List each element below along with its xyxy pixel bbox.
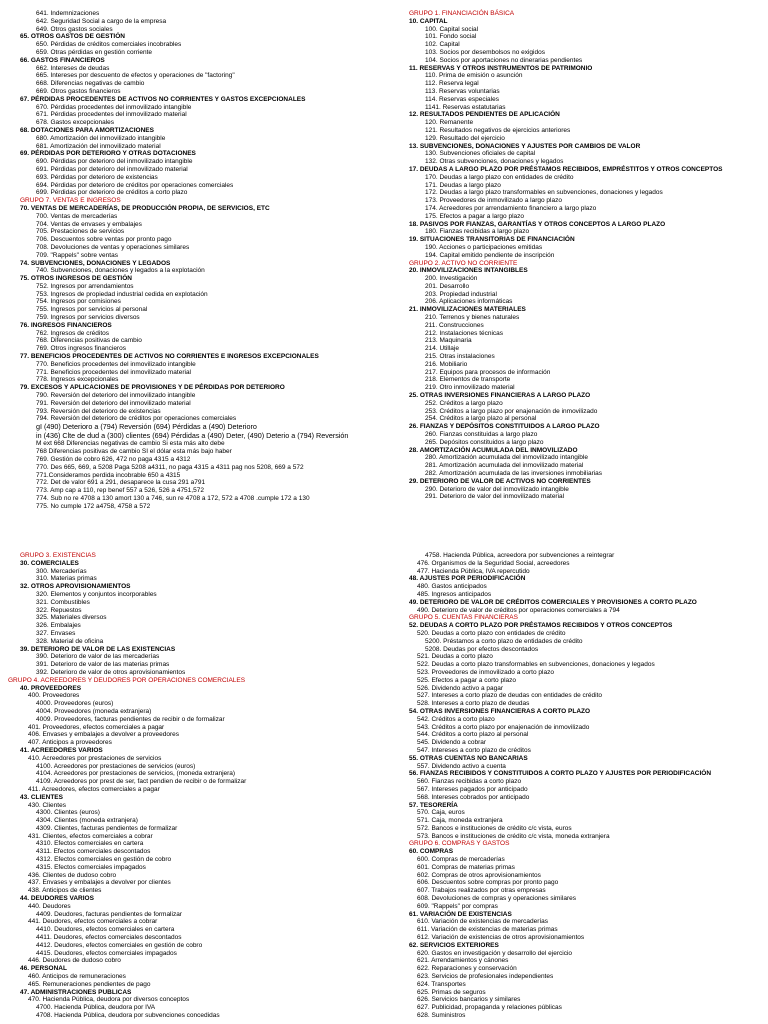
account-line: 665. Intereses por descuento de efectos y operaciones de "factoring" [36, 72, 235, 80]
account-line: 100. Capital social [425, 25, 479, 33]
account-line: 650. Pérdidas de créditos comerciales incobrables [36, 41, 182, 49]
account-line: 770. Des 665, 669, a 5208 Paga 5208 a4311, no paga 4315 a 4311 pag nos 5208, 669 a 572 [36, 463, 304, 471]
account-heading: 44. DEUDORES VARIOS [20, 895, 94, 903]
account-line: 699. Pérdidas por deterioro de créditos a corto plazo [36, 189, 188, 197]
account-line: 573. Bancos e instituciones de crédito c/c vista, moneda extranjera [417, 832, 610, 840]
account-line: 190. Acciones o participaciones emitidas [425, 243, 543, 251]
account-line: 602. Compras de otros aprovisionamientos [417, 871, 541, 879]
account-line: 768. Diferencias positivas de cambio [36, 337, 142, 345]
account-line: 327. Envases [36, 629, 76, 637]
account-line: 326. Embalajes [36, 622, 81, 630]
account-line: 693. Pérdidas por deterioro de existencias [36, 173, 158, 181]
account-heading: 61. VARIACIÓN DE EXISTENCIAS [409, 910, 512, 918]
account-line: 690. Pérdidas por deterioro del inmovilizado intangible [36, 158, 193, 166]
account-line: 480. Gastos anticipados [417, 583, 487, 591]
account-line: 778. Ingresos excepcionales [36, 376, 119, 384]
account-line: 753. Ingresos de propiedad industrial cedida en explotación [36, 290, 208, 298]
group-heading: GRUPO 5. CUENTAS FINANCIERAS [409, 614, 518, 622]
account-heading: 30. COMERCIALES [20, 559, 79, 567]
account-line: 175. Efectos a pagar a largo plazo [425, 212, 525, 220]
account-line: 624. Transportes [417, 980, 466, 988]
account-line: 391. Deterioro de valor de las materias primas [36, 661, 170, 669]
account-line: 704. Ventas de envases y embalajes [36, 220, 142, 228]
account-line: 740. Subvenciones, donaciones y legados a la explotación [36, 267, 205, 275]
account-line: 521. Deudas a corto plazo [417, 653, 493, 661]
account-line: 628. Suministros [417, 1012, 466, 1020]
account-line: 4700. Hacienda Pública, deudora por IVA [36, 1004, 156, 1012]
account-line: 173. Proveedores de inmovilizado a largo plazo [425, 197, 562, 205]
account-line: 4312. Efectos comerciales en gestión de cobro [36, 856, 172, 864]
account-line: 542. Créditos a corto plazo [417, 715, 495, 723]
account-line: 102. Capital [425, 41, 460, 49]
account-heading: 52. DEUDAS A CORTO PLAZO POR PRÉSTAMOS RECIBIDOS Y OTROS CONCEPTOS [409, 622, 673, 630]
account-line: 320. Elementos y conjuntos incorporables [36, 590, 157, 598]
account-line: 794. Reversión del deterioro de créditos por operaciones comerciales [36, 415, 237, 423]
account-line: 460. Anticipos de remuneraciones [28, 973, 126, 981]
account-line: 4415. Deudores, efectos comerciales impagados [36, 949, 177, 957]
account-line: 4109. Acreedores por prest de ser, fact pendien de recibir o de formalizar [36, 778, 247, 786]
account-line: 520. Deudas a corto plazo con entidades de crédito [417, 629, 566, 637]
account-line: 791. Reversión del deterioro del inmovilizado material [36, 399, 191, 407]
account-line: 215. Otras instalaciones [425, 353, 495, 361]
account-line: 678. Gastos excepcionales [36, 119, 115, 127]
account-line: 572. Bancos e instituciones de crédito c/c vista, euros [417, 824, 572, 832]
account-heading: 79. EXCESOS Y APLICACIONES DE PROVISIONES Y DE PÉRDIDAS POR DETERIORO [20, 384, 285, 392]
account-line: 440. Deudores [28, 902, 71, 910]
account-line: 625. Primas de seguros [417, 988, 486, 996]
account-line: 662. Intereses de deudas [36, 64, 110, 72]
account-heading: 77. BENEFICIOS PROCEDENTES DE ACTIVOS NO CORRIENTES E INGRESOS EXCEPCIONALES [20, 353, 319, 361]
account-line: 4104. Acreedores por prestaciones de servicios, (moneda extranjera) [36, 770, 236, 778]
account-line: 626. Servicios bancarios y similares [417, 996, 521, 1004]
account-line: 4300. Clientes (euros) [36, 809, 100, 817]
account-line: 407. Anticipos a proveedores [28, 739, 112, 747]
account-line: 210. Terrenos y bienes naturales [425, 314, 520, 322]
account-line: 659. Otras pérdidas en gestión corriente [36, 48, 152, 56]
account-line: 4410. Deudores, efectos comerciales en cartera [36, 926, 175, 934]
account-heading: 56. FIANZAS RECIBIDOS Y CONSTITUIDOS A CORTO PLAZO Y AJUSTES POR PERIODIFICACIÓN [409, 770, 712, 778]
account-heading: 41. ACREEDORES VARIOS [20, 746, 103, 754]
account-heading: 48. AJUSTES POR PERIODIFICACIÓN [409, 575, 526, 583]
account-line: 206. Aplicaciones informáticas [425, 298, 513, 306]
account-line: 771. Beneficios procedentes del inmovilizado material [36, 368, 192, 376]
account-line: 431. Clientes, efectos comerciales a cobrar [28, 832, 153, 840]
account-line: 4100. Acreedores por prestaciones de servicios (euros) [36, 762, 196, 770]
account-line: 218. Elementos de transporte [425, 376, 511, 384]
account-heading: 57. TESORERÍA [409, 801, 458, 809]
account-heading: 46. PERSONAL [20, 965, 67, 973]
account-line: 438. Anticipos de clientes [28, 887, 102, 895]
account-line: gI (490) Deterioro a (794) Reversión (694) Pérdidas a (490) Deterioro [36, 422, 257, 432]
account-line: 217. Equipos para procesos de información [425, 368, 551, 376]
account-line: 623. Servicios de profesionales independientes [417, 973, 554, 981]
account-line: 547. Intereses a corto plazo de créditos [417, 746, 531, 754]
column-bottom-right [397, 552, 711, 1020]
account-heading: 76. INGRESOS FINANCIEROS [20, 321, 112, 329]
account-line: 411. Acreedores, efectos comerciales a pagar [28, 785, 160, 793]
account-line: 610. Variación de existencias de mercaderías [417, 918, 549, 926]
account-heading: 18. PASIVOS POR FIANZAS, GARANTÍAS Y OTROS CONCEPTOS A LARGO PLAZO [409, 220, 666, 228]
account-line: 101. Fondo social [425, 33, 477, 41]
account-line: 201. Desarrollo [425, 282, 470, 290]
account-line: 772. Det de valor 691 a 291, desaparece la cusa 291 a791 [36, 479, 206, 487]
account-line: 4304. Clientes (moneda extranjera) [36, 817, 138, 825]
account-line: 641. Indemnizaciones [36, 10, 100, 17]
account-line: 567. Intereses pagados por anticipado [417, 785, 528, 793]
account-line: 775. No cumple 172 a4758, 4758 a 572 [36, 502, 151, 510]
account-line: 132. Otras subvenciones, donaciones y legados [425, 158, 564, 166]
account-line: 544. Créditos a corto plazo al personal [417, 731, 529, 739]
account-line: 325. Materiales diversos [36, 614, 107, 622]
account-line: 668. Diferencias negativas de cambio [36, 80, 145, 88]
account-line: 606. Descuentos sobre compras por pronto pago [417, 879, 559, 887]
account-line: 557. Dividendo activo a cuenta [417, 762, 506, 770]
account-line: 410. Acreedores por prestaciones de servicios [28, 754, 162, 762]
account-line: 485. Ingresos anticipados [417, 590, 492, 598]
account-line: 759. Ingresos por servicios diversos [36, 314, 140, 322]
account-heading: 68. DOTACIONES PARA AMORTIZACIONES [20, 126, 154, 134]
account-line: 669. Otros gastos financieros [36, 87, 121, 95]
account-heading: 70. VENTAS DE MERCADERÍAS, DE PRODUCCIÓN PROPIA, DE SERVICIOS, ETC [20, 204, 270, 212]
account-line: 571. Caja, moneda extranjera [417, 817, 503, 825]
account-line: 4315. Efectos comerciales impagados [36, 863, 146, 871]
account-line: 310. Materias primas [36, 575, 97, 583]
account-line: 681. Amortización del inmovilizado material [36, 142, 161, 150]
account-line: 706. Descuentos sobre ventas por pronto pago [36, 236, 172, 244]
account-line: 406. Envases y embalajes a devolver a proveedores [28, 731, 180, 739]
account-heading: 29. DETERIORO DE VALOR DE ACTIVOS NO CORRIENTES [409, 477, 591, 485]
account-line: 670. Pérdidas procedentes del inmovilizado intangible [36, 103, 192, 111]
account-heading: 17. DEUDAS A LARGO PLAZO POR PRÉSTAMOS RECIBIDOS, EMPRÉSTITOS Y OTROS CONCEPTOS [409, 165, 723, 173]
account-line: 112. Reserva legal [425, 80, 479, 88]
account-line: 219. Otro inmovilizado material [425, 384, 515, 392]
account-line: 171. Deudas a largo plazo [425, 181, 501, 189]
account-line: 755. Ingresos por servicios al personal [36, 306, 148, 314]
account-line: 522. Deudas a corto plazo transformables en subvenciones, donaciones y legados [417, 661, 655, 669]
account-line: 110. Prima de emisión o asunción [425, 72, 523, 80]
account-line: 212. Instalaciones técnicas [425, 329, 504, 337]
account-line: 465. Remuneraciones pendientes de pago [28, 980, 151, 988]
account-line: 769. Otros ingresos financieros [36, 345, 126, 353]
group-heading: GRUPO 3. EXISTENCIAS [20, 552, 96, 559]
account-line: 172. Deudas a largo plazo transformables en subvenciones, donaciones y legados [425, 189, 663, 197]
account-heading: 13. SUBVENCIONES, DONACIONES Y AJUSTES POR CAMBIOS DE VALOR [409, 142, 641, 150]
account-heading: 26. FIANZAS Y DEPÓSITOS CONSTITUIDOS A LARGO PLAZO [409, 423, 600, 431]
account-line: 174. Acreedores por arrendamiento financiero a largo plazo [425, 204, 597, 212]
account-line: 280. Amortización acumulada del inmovilizado intangible [425, 454, 588, 462]
account-line: 322. Repuestos [36, 606, 82, 614]
account-line: 700. Ventas de mercaderías [36, 212, 118, 220]
account-line: 113. Reservas voluntarias [425, 87, 500, 95]
account-line: 4409. Deudores, facturas pendientes de formalizar [36, 910, 182, 918]
account-heading: 11. RESERVAS Y OTROS INSTRUMENTOS DE PATRIMONIO [409, 64, 593, 72]
account-line: 4004. Proveedores (moneda extranjera) [36, 707, 152, 715]
account-heading: 20. INMOVILIZACIONES INTANGIBLES [409, 267, 528, 275]
account-line: 252. Créditos a largo plazo [425, 399, 503, 407]
account-line: 790. Reversión del deterioro del inmovilizado intangible [36, 392, 196, 400]
account-line: 607. Trabajos realizados por otras empresas [417, 887, 546, 895]
account-line: 694. Pérdidas por deterioro de créditos por operaciones comerciales [36, 181, 234, 189]
account-heading: 10. CAPITAL [409, 17, 448, 25]
account-line: 608. Devoluciones de compras y operaciones similares [417, 895, 576, 903]
account-heading: 43. CLIENTES [20, 793, 63, 801]
column-bottom-left [8, 552, 246, 1020]
account-line: 770. Beneficios procedentes del inmovilizado intangible [36, 360, 196, 368]
group-heading: GRUPO 4. ACREEDORES Y DEUDORES POR OPERACIONES COMERCIALES [8, 676, 246, 684]
account-line: 709. "Rappels" sobre ventas [36, 251, 118, 259]
account-line: 400. Proveedores [28, 692, 80, 700]
account-line: 476. Organismos de la Seguridad Social, acreedores [417, 559, 570, 567]
account-line: 103. Socios por desembolsos no exigidos [425, 48, 545, 56]
account-line: 4311. Efectos comerciales descontados [36, 848, 151, 856]
account-line: 774. Sub no re 4708 a 130 amort 130 a 746, sun re 4708 a 172, 572 a 4708 .cumple 172 a 130 [36, 495, 310, 502]
account-line: 104. Socios por aportaciones no dinerarias pendientes [425, 56, 583, 64]
account-line: 601. Compras de materias primas [417, 863, 515, 871]
account-line: 5200. Préstamos a corto plazo de entidades de crédito [425, 637, 583, 645]
account-line: 649. Otros gastos sociales [36, 25, 113, 33]
account-line: 691. Pérdidas por deterioro del inmovilizado material [36, 165, 188, 173]
account-heading: 32. OTROS APROVISIONAMIENTOS [20, 583, 131, 591]
account-line: 470. Hacienda Pública, deudora por diversos conceptos [28, 996, 190, 1004]
account-line: 129. Resultado del ejercicio [425, 134, 505, 142]
column-top-right [397, 10, 723, 501]
account-line: 708. Devoluciones de ventas y operaciones similares [36, 243, 190, 251]
account-line: 203. Propiedad industrial [425, 290, 497, 298]
account-line: 437. Envases y embalajes a devolver por clientes [28, 879, 171, 887]
account-heading: 67. PÉRDIDAS PROCEDENTES DE ACTIVOS NO CORRIENTES Y GASTOS EXCEPCIONALES [20, 95, 306, 103]
account-line: 627. Publicidad, propaganda y relaciones públicas [417, 1004, 562, 1012]
account-line: 543. Créditos a corto plazo por enajenación de inmovilizado [417, 723, 590, 731]
account-line: 525. Efectos a pagar a corto plazo [417, 676, 517, 684]
account-line: 671. Pérdidas procedentes del inmovilizado material [36, 111, 187, 119]
account-line: 768 Diferencias positivas de cambio SI el dólar esta más bajo haber [36, 448, 232, 456]
account-heading: 25. OTRAS INVERSIONES FINANCIERAS A LARGO PLAZO [409, 392, 591, 400]
account-line: 328. Material de oficina [36, 637, 104, 645]
account-line: 265. Depósitos constituidos a largo plazo [425, 438, 544, 446]
account-line: 254. Créditos a largo plazo al personal [425, 415, 537, 423]
account-heading: 47. ADMINISTRACIONES PUBLICAS [20, 988, 132, 996]
account-heading: 28. AMORTIZACIÓN ACUMULADA DEL INMOVILIZADO [409, 446, 578, 454]
account-line: 290. Deterioro de valor del inmovilizado intangible [425, 485, 569, 493]
account-line: 446. Deudores de dudoso cobro [28, 957, 121, 965]
account-heading: 12. RESULTADOS PENDIENTES DE APLICACIÓN [409, 111, 560, 119]
account-line: 114. Reservas especiales [425, 95, 499, 103]
account-line: 609. "Rappels" por compras [417, 902, 498, 910]
account-line: 680. Amortización del inmovilizado intangible [36, 134, 166, 142]
account-line: 570. Caja, euros [417, 809, 465, 817]
account-line: 621. Arrendamientos y cánones [417, 957, 509, 965]
account-line: 130. Subvenciones oficiales de capital [425, 150, 536, 158]
account-line: 282. Amortización acumulada de las inversiones inmobiliarias [425, 470, 603, 478]
account-line: 213. Maquinaria [425, 337, 472, 345]
account-heading: 66. GASTOS FINANCIEROS [20, 56, 105, 64]
account-heading: 62. SERVICIOS EXTERIORES [409, 941, 499, 949]
account-line: 180. Fianzas recibidas a largo plazo [425, 228, 530, 236]
account-line: 754. Ingresos por comisiones [36, 298, 121, 306]
account-line: 441. Deudores, efectos comerciales a cobrar [28, 918, 158, 926]
account-line: 528. Intereses a corto plazo de deudas [417, 700, 530, 708]
account-line: 436. Clientes de dudoso cobro [28, 871, 117, 879]
account-heading: 49. DETERIORO DE VALOR DE CRÉDITOS COMERCIALES Y PROVISIONES A CORTO PLAZO [409, 598, 697, 606]
account-line: 545. Dividendo a cobrar [417, 739, 487, 747]
account-line: 560. Fianzas recibidas a corto plazo [417, 778, 522, 786]
account-line: 170. Deudas a largo plazo con entidades de crédito [425, 173, 574, 181]
account-line: M ext 668 Diferencias negativas de cambio Si esta más alto debe [36, 440, 225, 448]
group-heading: GRUPO 7. VENTAS E INGRESOS [20, 197, 121, 205]
account-line: 4310. Efectos comerciales en cartera [36, 840, 144, 848]
account-line: 392. Deterioro de valor de otros aprovisionamientos [36, 668, 186, 676]
account-line: 214. Utillaje [425, 345, 459, 353]
account-line: 600. Compras de mercaderías [417, 856, 505, 864]
account-line: 194. Capital emitido pendiente de inscripción [425, 251, 555, 259]
account-line: 771.Consideramos perdida incobrable 650 a 4315 [36, 471, 181, 479]
account-heading: 39. DETERIORO DE VALOR DE LAS EXISTENCIAS [20, 645, 176, 653]
account-line: 211. Construcciones [425, 321, 484, 329]
account-line: 620. Gastos en investigación y desarrollo del ejercicio [417, 949, 573, 957]
account-line: 430. Clientes [28, 801, 66, 809]
account-line: 4411. Deudores, efectos comerciales descontados [36, 934, 182, 942]
account-heading: 74. SUBVENCIONES, DONACIONES Y LEGADOS [20, 259, 171, 267]
account-line: 120. Remanente [425, 119, 474, 127]
account-line: 769. Gestión de cobro 626, 472 no paga 4315 a 4312 [36, 456, 191, 464]
account-line: 253. Créditos a largo plazo por enajenación de inmovilizado [425, 407, 598, 415]
account-line: 568. Intereses cobrados por anticipado [417, 793, 530, 801]
account-line: 121. Resultados negativos de ejercicios anteriores [425, 126, 571, 134]
account-line: 526. Dividendo activo a pagar [417, 684, 504, 692]
account-line: 291. Deterioro de valor del inmovilizado material [425, 493, 565, 501]
account-line: 216. Mobiliario [425, 360, 468, 368]
account-line: 200. Investigación [425, 275, 478, 283]
account-line: 773. Amp cap a 110, rep benef 557 a 526, 526 a 4751,572 [36, 487, 204, 495]
account-heading: 75. OTROS INGRESOS DE GESTIÓN [20, 275, 132, 283]
account-line: 752. Ingresos por arrendamientos [36, 282, 134, 290]
account-line: 612. Variación de existencias de otros aprovisionamientos [417, 934, 585, 942]
account-line: 4758. Hacienda Pública, acreedora por subvenciones a reintegrar [425, 552, 615, 559]
account-line: 705. Prestaciones de servicios [36, 228, 125, 236]
account-line: 281. Amortización acumulada del inmovilizado material [425, 462, 584, 470]
account-line: 300. Mercaderías [36, 567, 87, 575]
account-line: 4708. Hacienda Pública, deudora por subvenciones concedidas [36, 1012, 220, 1020]
account-line: 390. Deterioro de valor de las mercaderías [36, 653, 160, 661]
account-line: 477. Hacienda Pública, IVA repercutido [417, 567, 530, 575]
account-line: 4009. Proveedores, facturas pendientes de recibir o de formalizar [36, 715, 225, 723]
account-heading: 55. OTRAS CUENTAS NO BANCARIAS [409, 754, 528, 762]
account-line: 4000. Proveedores (euros) [36, 700, 114, 708]
group-heading: GRUPO 2. ACTIVO NO CORRIENTE [409, 259, 518, 267]
account-line: 762. Ingresos de créditos [36, 329, 109, 337]
account-line: 401. Proveedores, efectos comerciales a pagar [28, 723, 165, 731]
column-top-left [8, 10, 348, 511]
account-line: in (436) Clte de dud a (300) clientes (694) Pérdidas a (490) Deter, (490) Deterio a (794) Reversión [36, 430, 349, 440]
account-line: 5208. Deudas por efectos descontados [425, 645, 539, 653]
account-heading: 54. OTRAS INVERSIONES FINANCIERAS A CORTO PLAZO [409, 707, 591, 715]
account-line: 793. Reversión del deterioro de existencias [36, 407, 161, 415]
group-heading: GRUPO 1. FINANCIACIÓN BÁSICA [409, 10, 515, 17]
account-line: 260. Fianzas constituidas a largo plazo [425, 431, 538, 439]
account-line: 527. Intereses a corto plazo de deudas con entidades de crédito [417, 692, 603, 700]
account-line: 523. Proveedores de inmovilizado a corto plazo [417, 668, 554, 676]
account-line: 642. Seguridad Social a cargo de la empresa [36, 17, 167, 25]
account-heading: 65. OTROS GASTOS DE GESTIÓN [20, 33, 125, 41]
account-heading: 40. PROVEEDORES [20, 684, 82, 692]
account-heading: 69. PÉRDIDAS POR DETERIORO Y OTRAS DOTACIONES [20, 150, 196, 158]
account-line: 490. Deterioro de valor de créditos por operaciones comerciales a 794 [417, 606, 620, 614]
account-line: 622. Reparaciones y conservación [417, 965, 517, 973]
account-line: 1141. Reservas estatutarias [425, 103, 506, 111]
account-heading: 21. INMOVILIZACIONES MATERIALES [409, 306, 526, 314]
account-heading: 19. SITUACIONES TRANSITORIAS DE FINANCIACIÓN [409, 236, 575, 244]
account-line: 4412. Deudores, efectos comerciales en gestión de cobro [36, 941, 203, 949]
account-heading: 60. COMPRAS [409, 848, 454, 856]
account-line: 4309. Clientes, facturas pendientes de formalizar [36, 824, 178, 832]
group-heading: GRUPO 6. COMPRAS Y GASTOS [409, 840, 510, 848]
account-line: 611. Variación de existencias de materias primas [417, 926, 558, 934]
account-line: 321. Combustibles [36, 598, 90, 606]
